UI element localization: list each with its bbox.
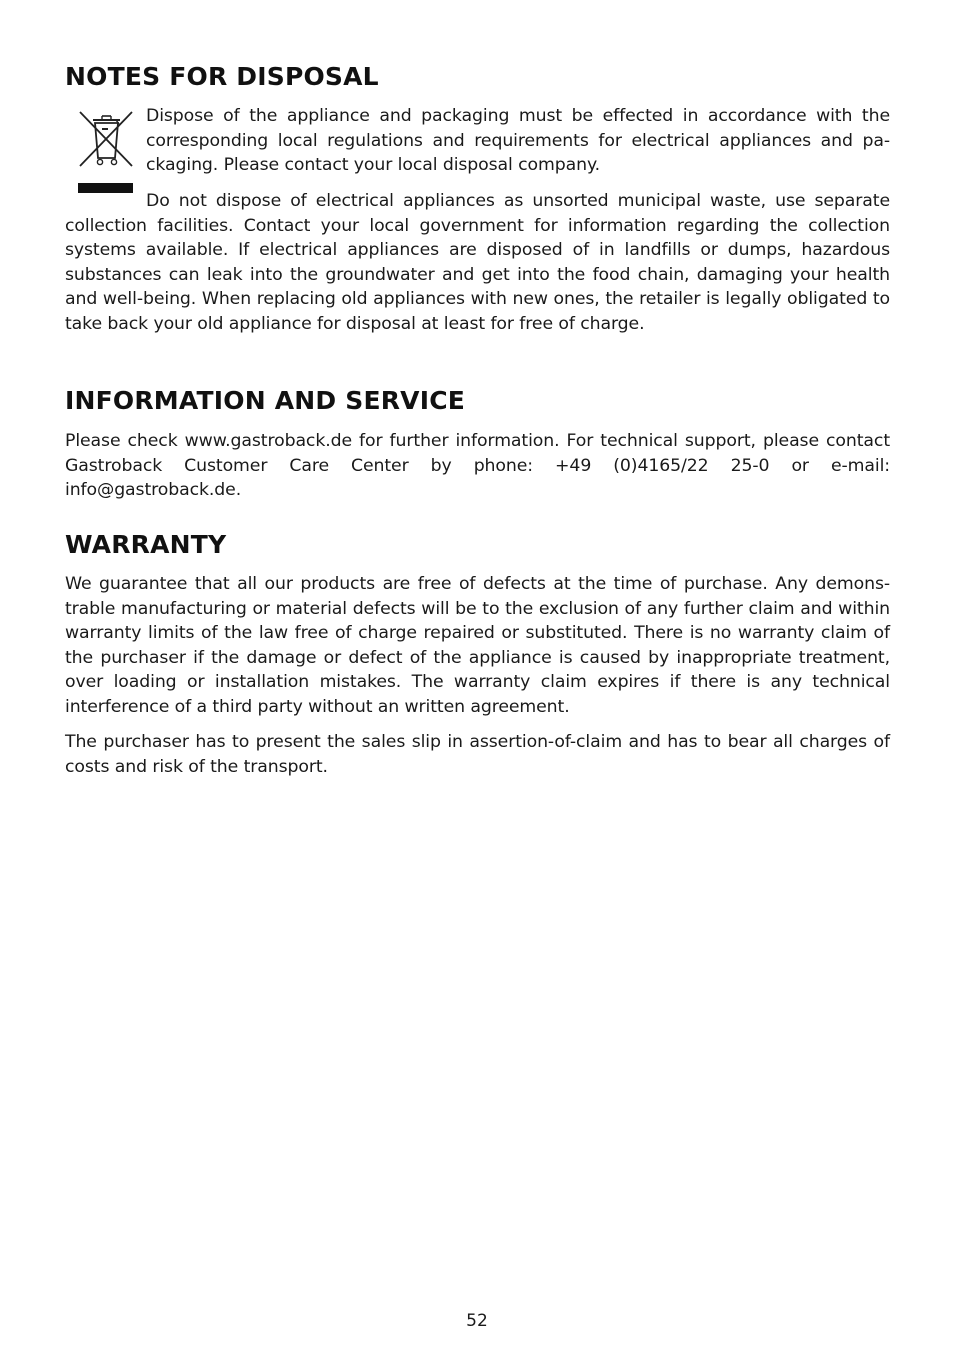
warranty-paragraph-2: The purchaser has to present the sales slip in assertion-of-claim and has to bear all charges of costs and risk of the transport. xyxy=(65,732,890,777)
disposal-paragraph-2: Do not dispose of electrical appliances as unsorted municipal waste, use separate collection facilities. Contact your local government for information regarding the collection systems available. If electrical appliances are disposed of in landfills or dumps, hazardous substances can leak into the groundwater and get into the food chain, damaging your health and well-being. When replacing old appliances with new ones, the retailer is legally obligated to take back your old appliance for disposal at least for free of charge. xyxy=(65,191,890,334)
disposal-paragraph-1: Dispose of the appliance and packaging must be effected in accordance with the corresponding local regulations and requirements for electrical appliances and pa-ckaging. Please contact your local disposal company. xyxy=(146,106,890,176)
section-heading-disposal: NOTES FOR DISPOSAL xyxy=(65,62,379,91)
section-heading-warranty: WARRANTY xyxy=(65,530,227,559)
warranty-paragraph-1: We guarantee that all our products are free of defects at the time of purchase. Any demons-trable manufacturing or material defects will be to the exclusion of any further claim and within warranty limits of the law free of charge repaired or substituted. There is no warranty claim of the purchaser if the damage or defect of the appliance is caused by inappropriate treatment, over loading or installation mistakes. The warranty claim expires if there is any technical interference of a third party without an written agreement. xyxy=(65,574,890,717)
section-heading-information: INFORMATION AND SERVICE xyxy=(65,386,466,415)
page-number: 52 xyxy=(466,1311,488,1331)
information-paragraph: Please check www.gastroback.de for further information. For technical support, please contact Gastroback Customer Care Center by phone: +49 (0)4165/22 25-0 or e-mail: info@gastroback.de. xyxy=(65,431,890,501)
weee-crossed-bin-icon xyxy=(78,110,134,195)
